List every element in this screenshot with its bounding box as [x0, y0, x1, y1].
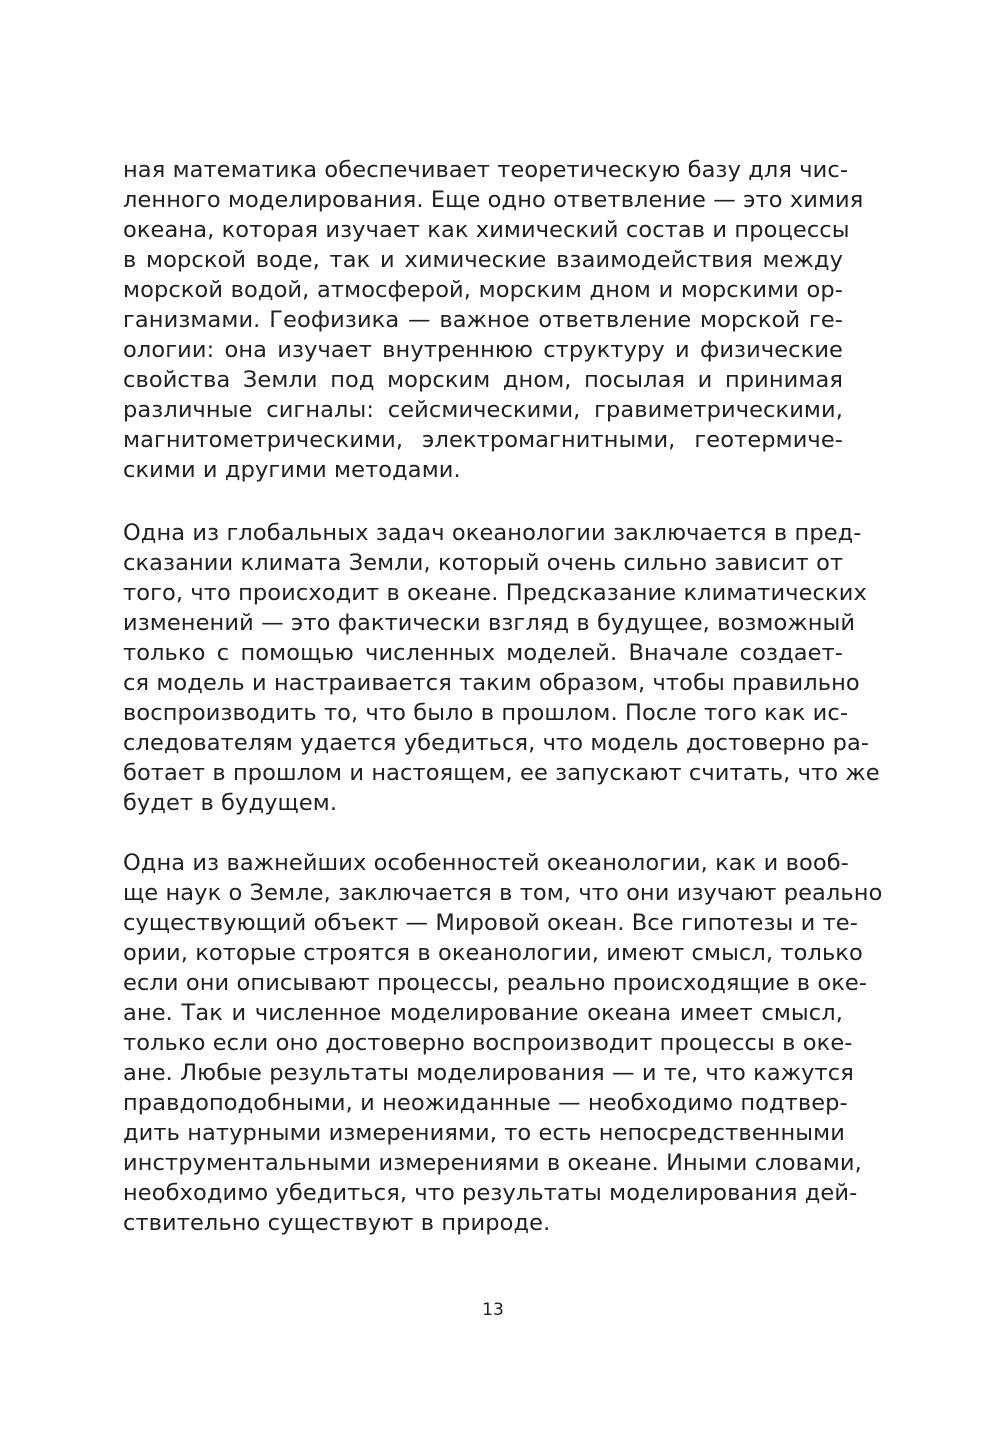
text-line: существующий объект — Мировой океан. Все гипотезы и те- — [123, 910, 858, 936]
text-line: морской водой, атмосферой, морским дном и морскими ор- — [123, 277, 843, 303]
text-line: ствительно существуют в природе. — [123, 1210, 551, 1236]
text-line: ленного моделирования. Еще одно ответвление — это химия — [123, 187, 864, 213]
text-line: если они описывают процессы, реально происходящие в оке- — [123, 970, 868, 996]
text-line: того, что происходит в океане. Предсказание климатических — [123, 580, 867, 606]
text-line: океана, которая изучает как химический состав и процессы — [123, 217, 850, 243]
text-line: ганизмами. Геофизика — важное ответвление морской ге- — [123, 307, 843, 333]
text-line: Одна из глобальных задач океанологии заключается в пред- — [123, 520, 862, 546]
text-line: ще наук о Земле, заключается в том, что они изучают реально — [123, 880, 883, 906]
text-line: различные сигналы: сейсмическими, гравиметрическими, — [123, 397, 843, 423]
text-line: правдоподобными, и неожиданные — необходимо подтвер- — [123, 1090, 848, 1116]
text-line: изменений — это фактически взгляд в будущее, возможный — [123, 610, 856, 636]
text-line: ная математика обеспечивает теоретическую базу для чис- — [123, 157, 849, 183]
text-line: будет в будущем. — [123, 790, 338, 816]
text-line: необходимо убедиться, что результаты моделирования дей- — [123, 1180, 858, 1206]
text-line: воспроизводить то, что было в прошлом. После того как ис- — [123, 700, 849, 726]
text-line: Одна из важнейших особенностей океанологии, как и вооб- — [123, 850, 849, 876]
text-line: инструментальными измерениями в океане. Иными словами, — [123, 1150, 862, 1176]
text-line: магнитометрическими, электромагнитными, геотермиче- — [123, 427, 843, 453]
paragraph-2 — [123, 518, 880, 818]
text-line: свойства Земли под морским дном, посылая и принимая — [123, 367, 843, 393]
text-line: сказании климата Земли, который очень сильно зависит от — [123, 550, 844, 576]
text-line: скими и другими методами. — [123, 457, 461, 483]
text-line: ботает в прошлом и настоящем, ее запускают считать, что же — [123, 760, 880, 786]
paragraph-1 — [123, 155, 864, 485]
text-line: только если оно достоверно воспроизводит процессы в оке- — [123, 1030, 853, 1056]
text-line: ане. Любые результаты моделирования — и те, что кажутся — [123, 1060, 854, 1086]
text-line: только с помощью численных моделей. Вначале создает- — [123, 640, 843, 666]
text-line: ологии: она изучает внутреннюю структуру и физические — [123, 337, 843, 363]
paragraph-3 — [123, 848, 883, 1238]
page-number: 13 — [482, 1300, 504, 1320]
text-line: следователям удается убедиться, что модель достоверно ра- — [123, 730, 870, 756]
text-line: в морской воде, так и химические взаимодействия между — [123, 247, 843, 273]
text-line: дить натурными измерениями, то есть непосредственными — [123, 1120, 845, 1146]
text-line: ории, которые строятся в океанологии, имеют смысл, только — [123, 940, 863, 966]
text-line: ане. Так и численное моделирование океана имеет смысл, — [123, 1000, 843, 1026]
text-line: ся модель и настраивается таким образом, чтобы правильно — [123, 670, 860, 696]
